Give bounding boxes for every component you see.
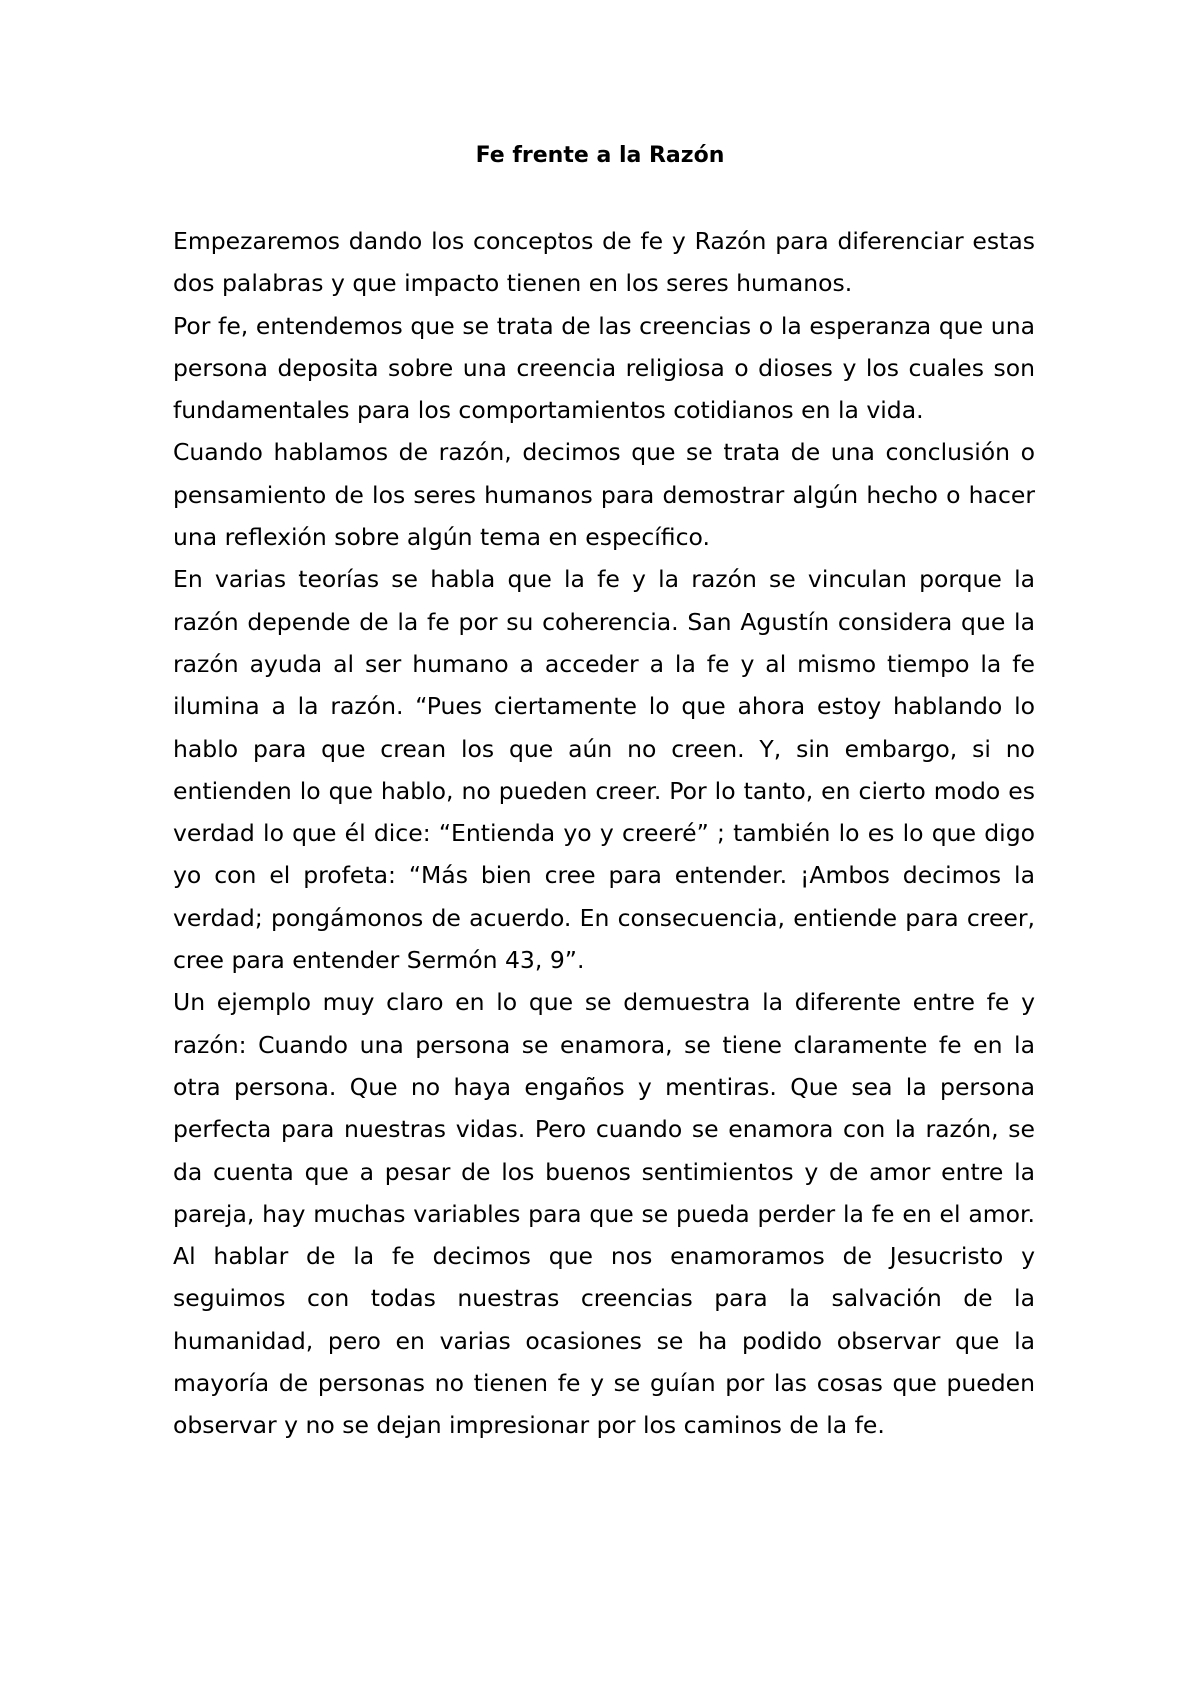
paragraph-example: Un ejemplo muy claro en lo que se demuestra la diferente entre fe y razón: Cuando una persona se enamora, se tiene claramente fe en la otra persona. Que no haya engaños y mentiras. Que sea la persona perfecta para nuestras vidas. Pero cuando se enamora con la razón, se da cuenta que a pesar de los buenos sentimientos y de amor entre la pareja, hay muchas variables para que se pueda perder la fe en el amor. Al hablar de la fe decimos que nos enamoramos de Jesucristo y seguimos con todas nuestras creencias para la salvación de la humanidad, pero en varias ocasiones se ha podido observar que la mayoría de personas no tienen fe y se guían por las cosas que pueden observar y no se dejan impresionar por los caminos de la fe.	[173, 988, 1035, 1440]
paragraph-san-agustin: En varias teorías se habla que la fe y la razón se vinculan porque la razón depende de la fe por su coherencia. San Agustín considera que la razón ayuda al ser humano a acceder a la fe y al mismo tiempo la fe ilumina a la razón. “Pues ciertamente lo que ahora estoy hablando lo hablo para que crean los que aún no creen. Y, sin embargo, si no entienden lo que hablo, no pueden creer. Por lo tanto, en cierto modo es verdad lo que él dice: “Entienda yo y creeré” ; también lo es lo que digo yo con el profeta: “Más bien cree para entender. ¡Ambos decimos la verdad; pongámonos de acuerdo. En consecuencia, entiende para creer, cree para entender Sermón 43, 9”.	[173, 565, 1035, 975]
document-body	[173, 220, 1035, 1447]
paragraph-concepts: Empezaremos dando los conceptos de fe y Razón para diferenciar estas dos palabras y que impacto tienen en los seres humanos.	[173, 227, 1035, 298]
document-title: Fe frente a la Razón	[475, 143, 725, 168]
paragraph-fe-definition: Por fe, entendemos que se trata de las creencias o la esperanza que una persona deposita sobre una creencia religiosa o dioses y los cuales son fundamentales para los comportamientos cotidianos en la vida.	[173, 311, 1035, 425]
paragraph-razon-definition: Cuando hablamos de razón, decimos que se trata de una conclusión o pensamiento de los seres humanos para demostrar algún hecho o hacer una reflexión sobre algún tema en específico.	[173, 438, 1035, 552]
